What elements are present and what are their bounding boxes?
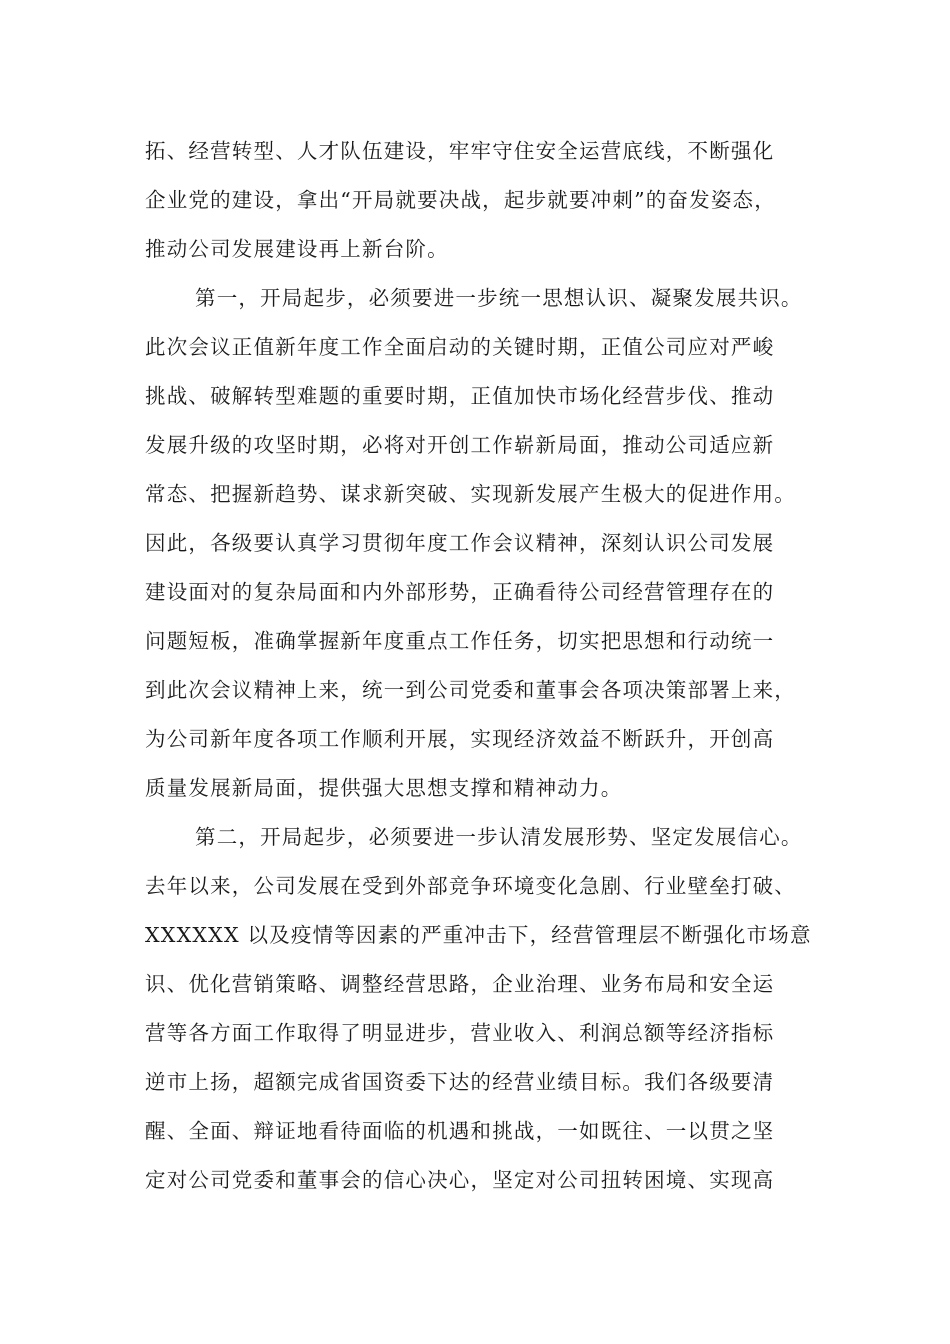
text-line-1: 拓、经营转型、人才队伍建设，牢牢守住安全运营底线，不断强化 xyxy=(145,139,775,163)
text-line-10: 建设面对的复杂局面和内外部形势，正确看待公司经营管理存在的 xyxy=(145,580,775,604)
text-line-14: 质量发展新局面，提供强大思想支撑和精神动力。 xyxy=(145,776,623,800)
text-line-7: 发展升级的攻坚时期，必将对开创工作崭新局面，推动公司适应新 xyxy=(145,433,775,457)
text-line-16: 去年以来，公司发展在受到外部竞争环境变化急剧、行业壁垒打破、 xyxy=(145,874,796,898)
text-line-3: 推动公司发展建设再上新台阶。 xyxy=(145,237,449,261)
text-line-2: 企业党的建设，拿出“开局就要决战，起步就要冲刺”的奋发姿态， xyxy=(145,188,776,212)
text-line-6: 挑战、破解转型难题的重要时期，正值加快市场化经营步伐、推动 xyxy=(145,384,775,408)
text-line-22: 定对公司党委和董事会的信心决心，坚定对公司扭转困境、实现高 xyxy=(145,1168,775,1192)
text-line-12: 到此次会议精神上来，统一到公司党委和董事会各项决策部署上来， xyxy=(145,678,796,702)
text-line-5: 此次会议正值新年度工作全面启动的关键时期，正值公司应对严峻 xyxy=(145,335,775,359)
text-line-20: 逆市上扬，超额完成省国资委下达的经营业绩目标。我们各级要清 xyxy=(145,1070,775,1094)
text-line-9: 因此，各级要认真学习贯彻年度工作会议精神，深刻认识公司发展 xyxy=(145,531,775,555)
text-line-11: 问题短板，准确掌握新年度重点工作任务，切实把思想和行动统一 xyxy=(145,629,775,653)
text-line-18: 识、优化营销策略、调整经营思路，企业治理、业务布局和安全运 xyxy=(145,972,775,996)
text-line-19: 营等各方面工作取得了明显进步，营业收入、利润总额等经济指标 xyxy=(145,1021,775,1045)
text-line-17: XXXXXX 以及疫情等因素的严重冲击下，经营管理层不断强化市场意 xyxy=(145,923,812,947)
paragraph-1-first-line: 第一，开局起步，必须要进一步统一思想认识、凝聚发展共识。 xyxy=(195,286,803,310)
text-line-8: 常态、把握新趋势、谋求新突破、实现新发展产生极大的促进作用。 xyxy=(145,482,796,506)
text-line-21: 醒、全面、辩证地看待面临的机遇和挑战，一如既往、一以贯之坚 xyxy=(145,1119,775,1143)
text-line-13: 为公司新年度各项工作顺利开展，实现经济效益不断跃升，开创高 xyxy=(145,727,775,751)
paragraph-2-first-line: 第二，开局起步，必须要进一步认清发展形势、坚定发展信心。 xyxy=(195,825,803,849)
